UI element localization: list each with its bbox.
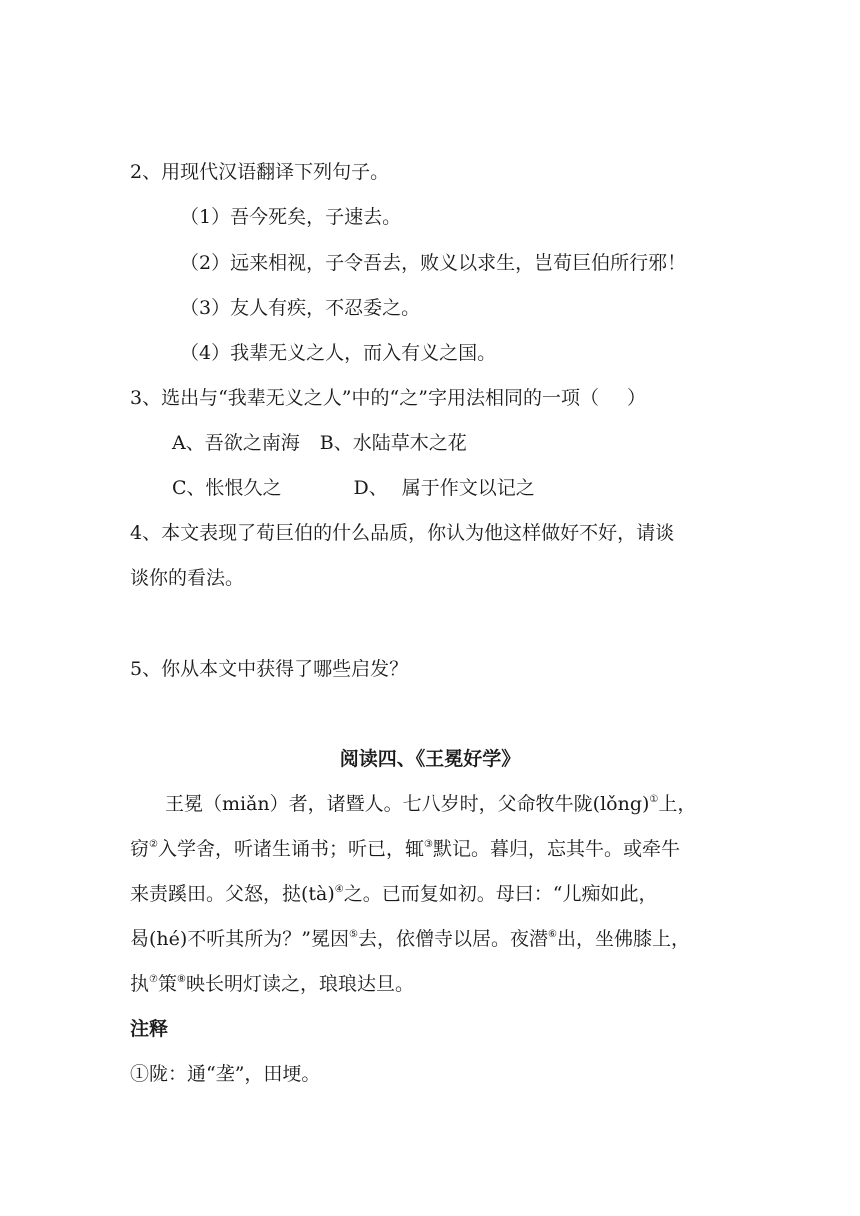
question-2-item-2: （2）远来相视，子令吾去，败义以求生，岂荀巨伯所行邪！ bbox=[180, 252, 687, 274]
question-2-prompt: 2、用现代汉语翻译下列句子。 bbox=[130, 161, 390, 183]
passage-line-3: 来责蹊田。父怒，挞(tà)④之。已而复如初。母曰：“儿痴如此， bbox=[130, 883, 658, 905]
passage-line-2: 窃②入学舍，听诸生诵书；听已，辄③默记。暮归，忘其牛。或牵牛 bbox=[130, 838, 680, 860]
passage-line-4: 曷(hé)不听其所为？”冕因⑤去，依僧寺以居。夜潜⑥出，坐佛膝上， bbox=[130, 928, 690, 950]
question-4-line-2: 谈你的看法。 bbox=[130, 567, 245, 589]
question-2-item-1: （1）吾今死矣，子速去。 bbox=[180, 206, 402, 228]
option-d-label: D、 bbox=[353, 477, 388, 499]
question-2-item-3: （3）友人有疾，不忍委之。 bbox=[180, 297, 421, 319]
question-5-prompt: 5、你从本文中获得了哪些启发？ bbox=[130, 658, 409, 680]
question-4-line-1: 4、本文表现了荀巨伯的什么品质，你认为他这样做好不好，请谈 bbox=[130, 522, 675, 544]
question-2-item-4: （4）我辈无义之人，而入有义之国。 bbox=[180, 342, 497, 364]
question-3-prompt-text: 3、选出与“我辈无义之人”中的“之”字用法相同的一项（ bbox=[130, 387, 599, 409]
option-b: B、水陆草木之花 bbox=[319, 432, 467, 454]
notes-heading: 注释 bbox=[130, 1018, 169, 1040]
option-c: C、怅恨久之 bbox=[172, 477, 282, 499]
passage-line-5: 执⑦策⑧映长明灯读之，琅琅达旦。 bbox=[130, 973, 414, 995]
passage-line-1: 王冕（miǎn）者，诸暨人。七八岁时，父命牧牛陇(lǒng)①上， bbox=[165, 793, 697, 815]
question-3-prompt-close: ） bbox=[626, 387, 646, 409]
question-3-prompt bbox=[130, 384, 646, 412]
reading-title: 阅读四、《王冕好学》 bbox=[339, 748, 521, 770]
question-3-options-row-2 bbox=[172, 474, 535, 502]
question-3-options-row-1 bbox=[172, 429, 467, 457]
option-d: 属于作文以记之 bbox=[401, 477, 535, 499]
note-1: ①陇：通“垄”，田埂。 bbox=[130, 1063, 321, 1085]
option-a: A、吾欲之南海 bbox=[172, 432, 300, 454]
